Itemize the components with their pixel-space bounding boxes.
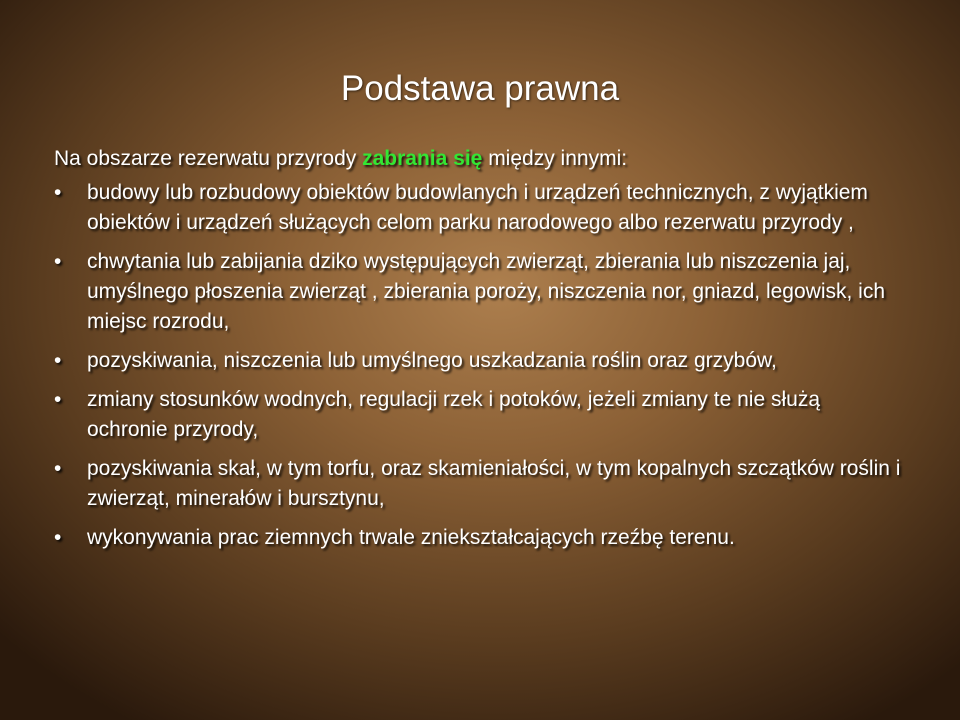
- bullet-icon: •: [54, 388, 62, 411]
- list-item: [54, 247, 906, 337]
- intro-text-after: między innymi:: [482, 147, 628, 170]
- list-item: [54, 385, 906, 445]
- slide-title: Podstawa prawna: [340, 69, 620, 108]
- bullet-icon: •: [54, 250, 62, 273]
- intro-highlight: zabrania się: [362, 147, 483, 170]
- list-item-text: chwytania lub zabijania dziko występujących zwierząt, zbierania lub niszczenia jaj, umyślnego płoszenia zwierząt , zbierania poroży, niszczenia nor, gniazd, legowisk, ich miejsc rozrodu,: [87, 250, 886, 333]
- bullet-icon: •: [54, 526, 62, 549]
- list-item-text: wykonywania prac ziemnych trwale zniekształcających rzeźbę terenu.: [87, 526, 735, 549]
- bullet-icon: •: [54, 349, 62, 372]
- list-item-text: zmiany stosunków wodnych, regulacji rzek i potoków, jeżeli zmiany te nie służą ochronie przyrody,: [87, 388, 821, 441]
- intro-line: [54, 144, 906, 174]
- list-item: [54, 178, 906, 238]
- intro-text-before: Na obszarze rezerwatu przyrody: [54, 147, 363, 170]
- list-item: [54, 346, 906, 376]
- bullet-icon: •: [54, 181, 62, 204]
- list-item-text: budowy lub rozbudowy obiektów budowlanych i urządzeń technicznych, z wyjątkiem obiektów i urządzeń służących celom parku narodowego albo rezerwatu przyrody ,: [87, 181, 868, 234]
- list-item-text: pozyskiwania, niszczenia lub umyślnego uszkadzania roślin oraz grzybów,: [87, 349, 777, 372]
- bullet-list: [54, 178, 906, 553]
- bullet-icon: •: [54, 457, 62, 480]
- list-item: [54, 523, 906, 553]
- slide-body: [54, 144, 906, 562]
- list-item: [54, 454, 906, 514]
- list-item-text: pozyskiwania skał, w tym torfu, oraz skamieniałości, w tym kopalnych szczątków roślin i zwierząt, minerałów i bursztynu,: [87, 457, 901, 510]
